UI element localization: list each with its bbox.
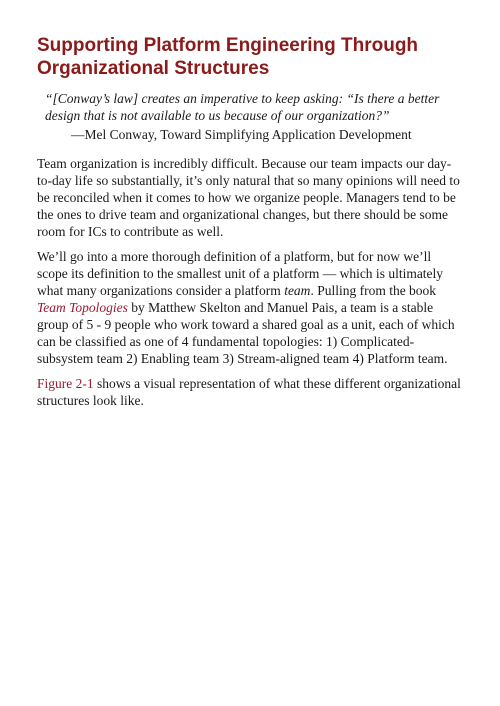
paragraph-text: We’ll go into a more thorough definition of a platform, but for now we’ll scope its definition to the smallest unit of a platform — which is ultimately what many organizations consider a platform	[37, 249, 444, 298]
figure-link-2-1[interactable]: Figure 2-1	[37, 376, 94, 391]
epigraph-attribution: —Mel Conway, Toward Simplifying Application Development	[71, 127, 412, 142]
paragraph-text: . Pulling from the book	[310, 283, 437, 298]
emphasis-team: team	[284, 283, 311, 298]
epigraph-quote: “[Conway’s law] creates an imperative to keep asking: “Is there a better design that is not available to us because of our organization?”	[45, 91, 440, 123]
page-content	[37, 34, 463, 417]
section-title: Supporting Platform Engineering Through Organizational Structures	[37, 35, 419, 79]
paragraph-team-organization: Team organization is incredibly difficult. Because our team impacts our day-to-day life so substantially, it’s only natural that so many opinions will need to be reconciled when it comes to how we organize people. Managers tend to be the ones to drive team and organizational changes, but there should be some room for ICs to contribute as well.	[37, 156, 460, 239]
paragraph-text: shows a visual representation of what these different organizational structures look like.	[37, 376, 461, 408]
epigraph	[45, 90, 463, 143]
paragraph-text: by Matthew Skelton and Manuel Pais, a team is a stable group of 5 - 9 people who work toward a shared goal as a unit, each of which can be classified as one of 4 fundamental topologies: 1) Complicated-subsystem team 2) Enabling team 3) Stream-aligned team 4) Platform team.	[37, 300, 455, 366]
book-link-team-topologies[interactable]: Team Topologies	[37, 300, 128, 315]
paragraph-platform-definition	[37, 248, 463, 367]
paragraph-figure-reference	[37, 375, 463, 409]
